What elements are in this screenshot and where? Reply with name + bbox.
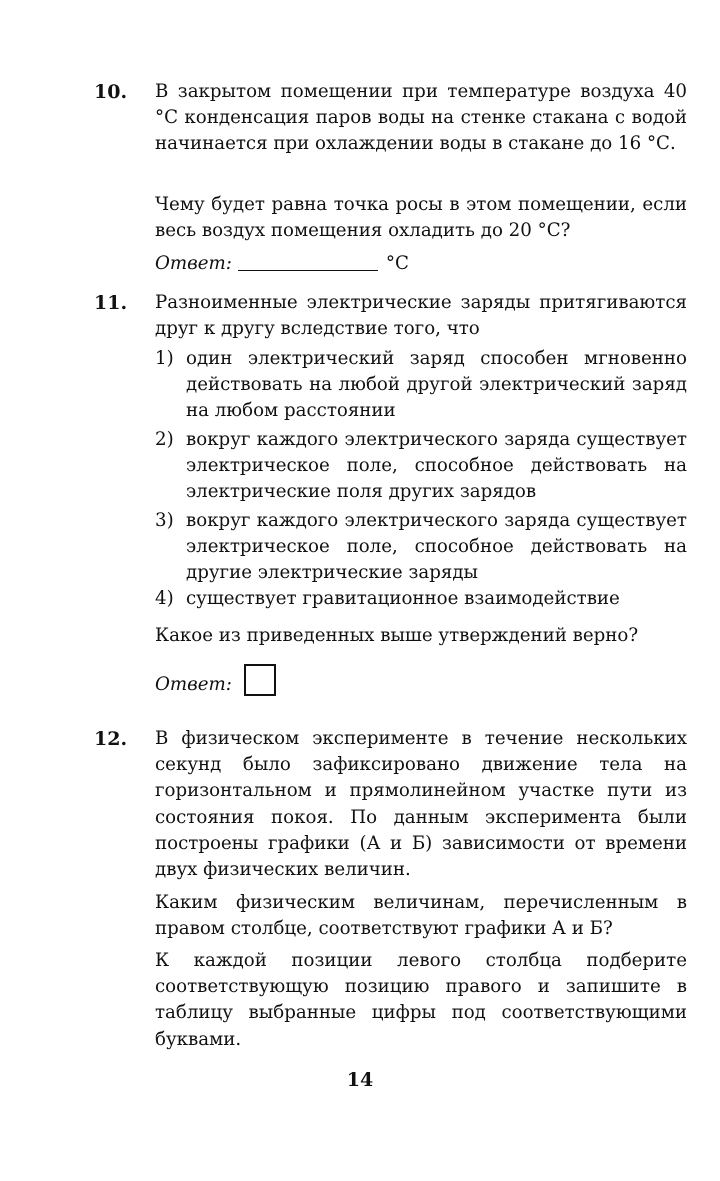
option-number: 3) xyxy=(155,510,174,531)
task-number: 12. xyxy=(94,728,128,750)
task-number: 11. xyxy=(94,292,128,314)
option-text: существует гравитационное взаимодействие xyxy=(186,588,620,609)
option-text: вокруг каждого электрического заряда существует электрическое поле, способное действовать на электрические поля других зарядов xyxy=(186,429,687,503)
task-number: 10. xyxy=(94,81,128,103)
answer-label: Ответ: xyxy=(155,253,232,274)
task-question: Какое из приведенных выше утверждений верно? xyxy=(155,625,639,646)
task-instruction: К каждой позиции левого столбца подберите соответствующую позицию правого и запишите в таблицу выбранные цифры под соответствующими буквами. xyxy=(155,950,687,1050)
answer-blank-field[interactable] xyxy=(238,252,378,271)
task-text: В физическом эксперименте в течение нескольких секунд было зафиксировано движение тела на горизонтальном и прямолинейном участке пути из состояния покоя. По данным эксперимента были построены графики (А и Б) зависимости от времени двух физических величин. xyxy=(155,728,687,881)
task-text: В закрытом помещении при температуре воздуха 40 °С конденсация паров воды на стенке стакана с водой начинается при охлаждении воды в стакане до 16 °С. xyxy=(155,81,687,155)
option-text: вокруг каждого электрического заряда существует электрическое поле, способное действовать на другие электрические заряды xyxy=(186,510,687,584)
option-number: 1) xyxy=(155,348,174,369)
answer-label: Ответ: xyxy=(155,674,232,695)
answer-row xyxy=(155,251,687,277)
task-question: Каким физическим величинам, перечисленным в правом столбце, соответствуют графики А и Б? xyxy=(155,892,687,940)
option-number: 4) xyxy=(155,588,174,609)
answer-row xyxy=(155,672,687,698)
answer-unit: °С xyxy=(385,253,409,274)
option-number: 2) xyxy=(155,429,174,450)
page-number: 14 xyxy=(346,1069,374,1091)
task-text: Разноименные электрические заряды притягиваются друг к другу вследствие того, что xyxy=(155,292,687,340)
task-question: Чему будет равна точка росы в этом помещении, если весь воздух помещения охладить до 20 °С? xyxy=(155,194,687,242)
answer-box[interactable] xyxy=(244,664,276,696)
option-text: один электрический заряд способен мгновенно действовать на любой другой электрический заряд на любом расстоянии xyxy=(186,348,687,422)
